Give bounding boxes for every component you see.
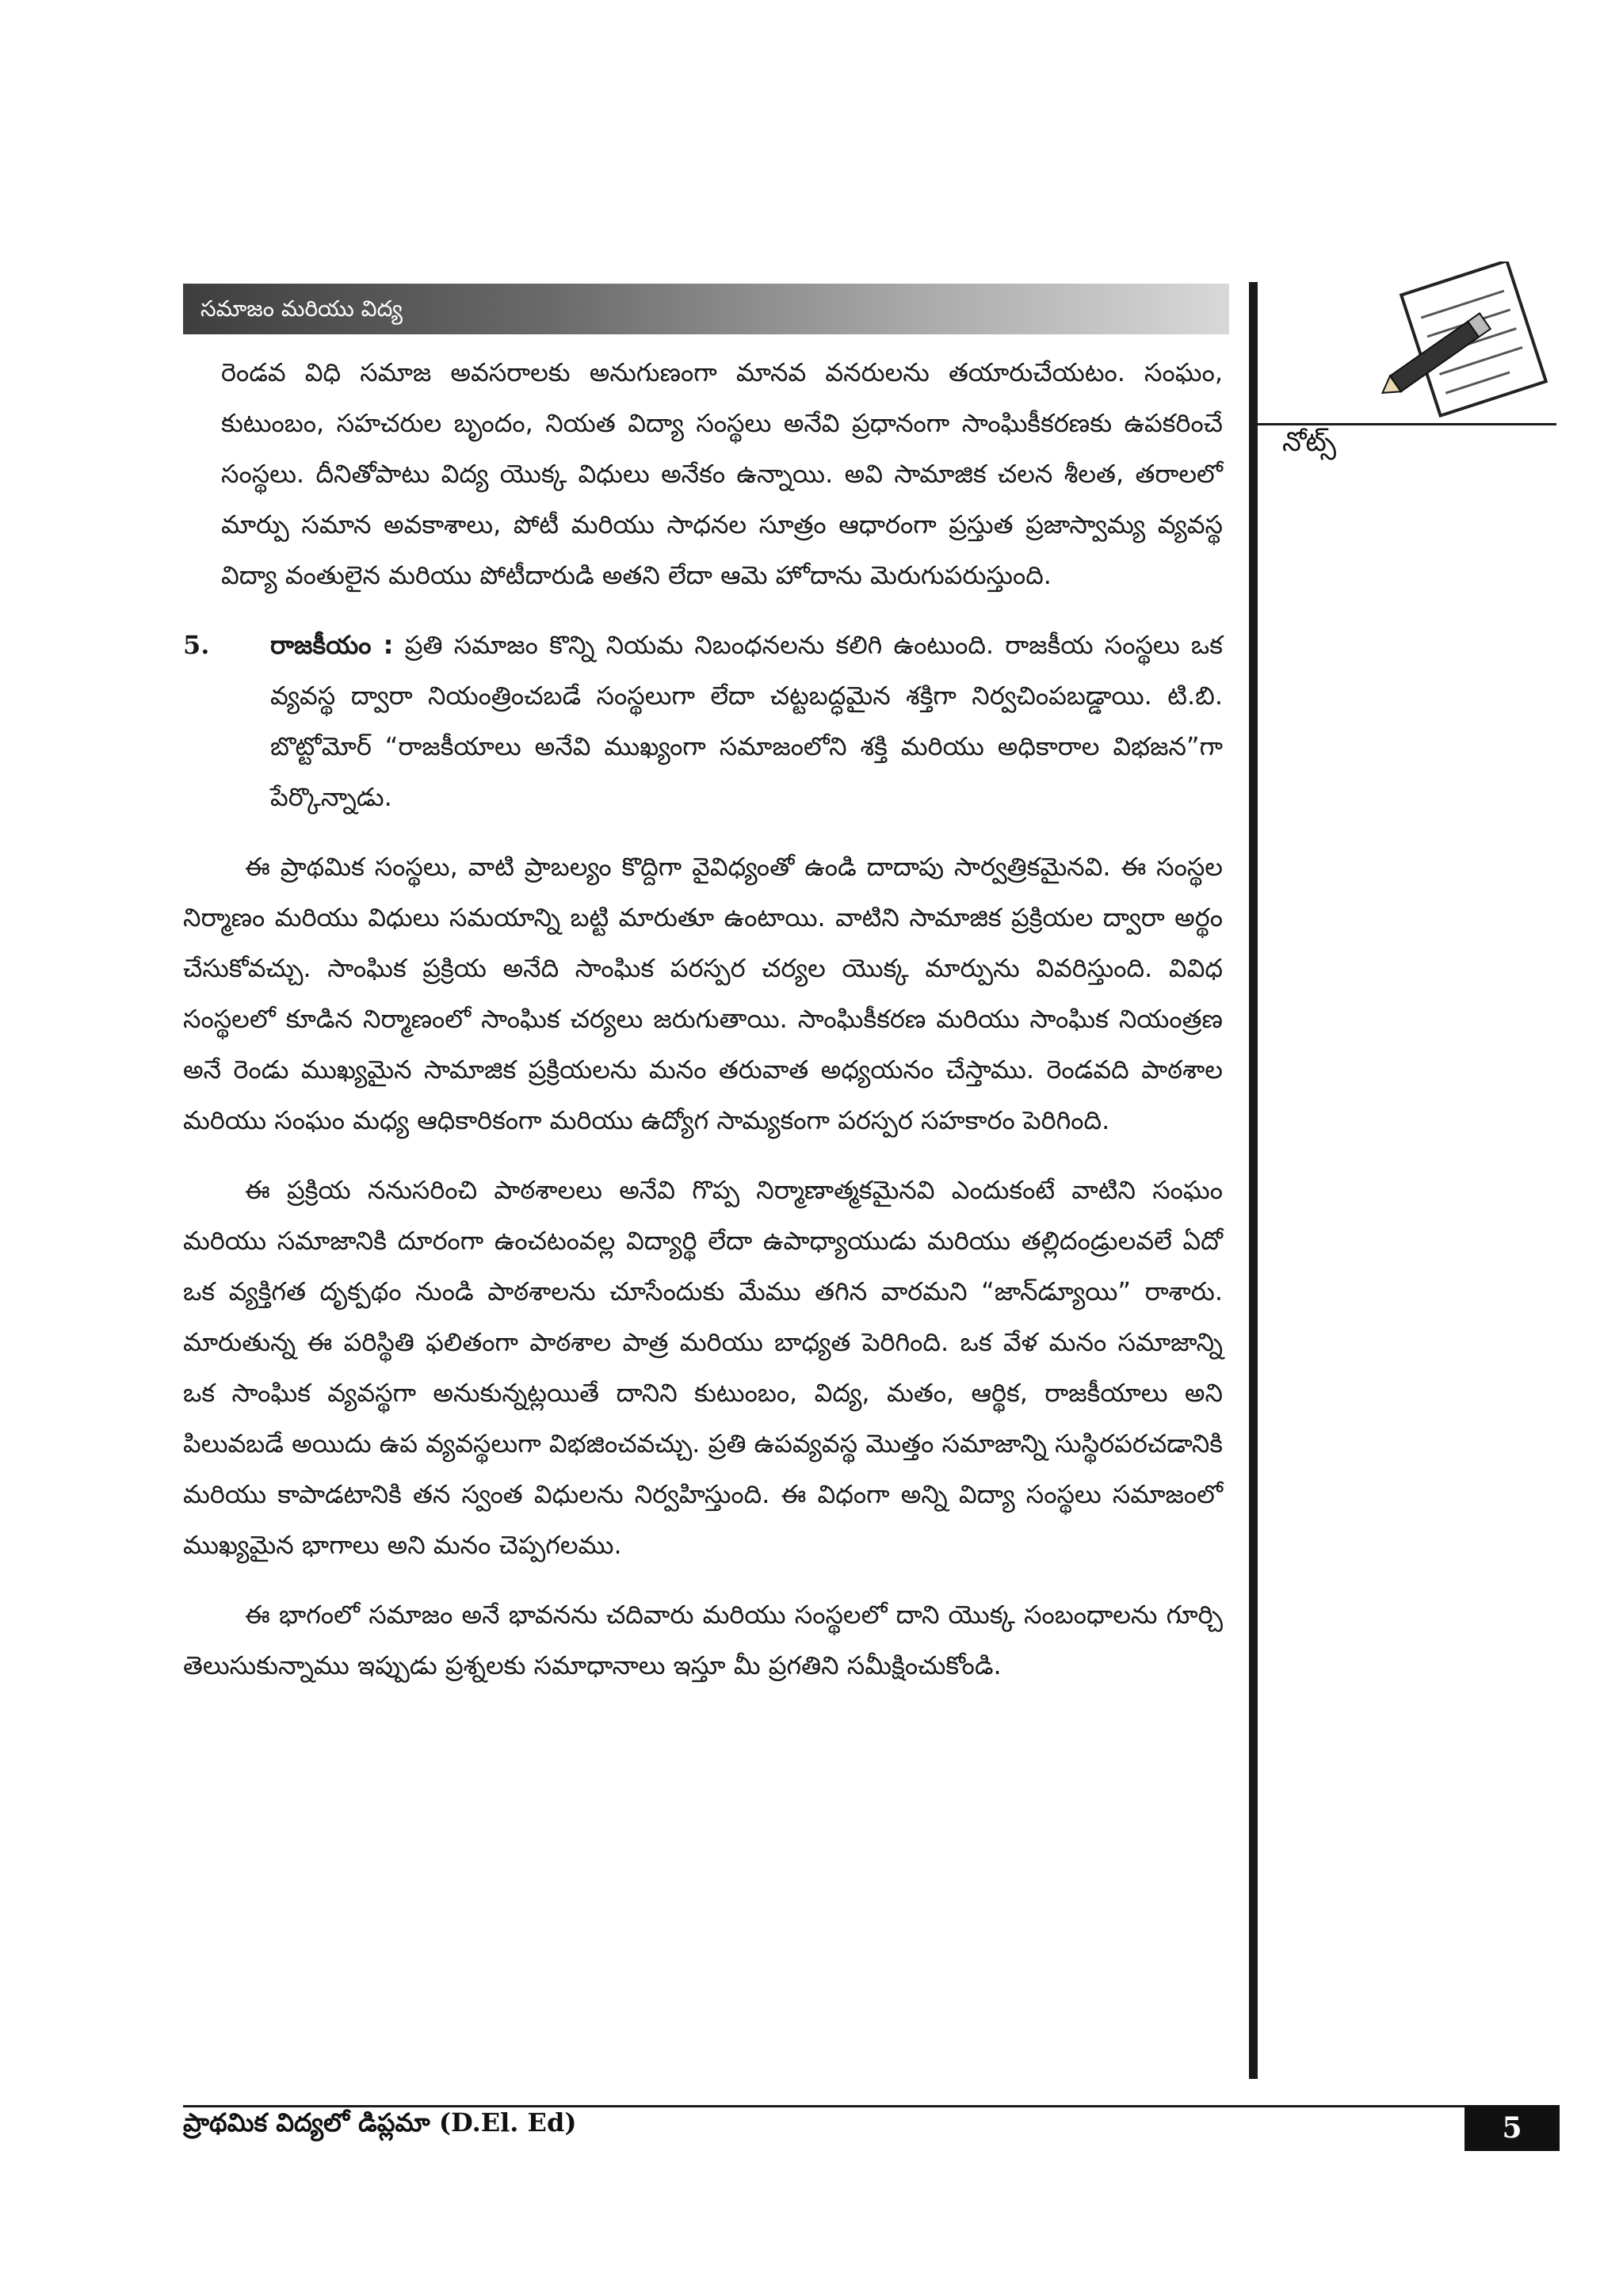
item-number: 5. — [183, 630, 210, 660]
paragraph-3: ఈ భాగంలో సమాజం అనే భావనను చదివారు మరియు సంస్థలలో దాని యొక్క సంబంధాలను గూర్చి తెలుసుకున్నాము ఇప్పుడు ప్రశ్నలకు సమాధానాలు ఇస్తూ మీ ప్రగతిని సమీక్షించుకోండి. — [183, 1600, 1223, 1680]
item-title: రాజకీయం : — [270, 630, 394, 660]
notes-rule — [1257, 423, 1556, 425]
margin-rule — [1249, 282, 1258, 2079]
chapter-title: సమాజం మరియు విద్య — [200, 296, 403, 322]
notepad-pencil-icon — [1371, 261, 1553, 420]
notes-label: నోట్స్ — [1282, 426, 1337, 458]
intro-paragraph: రెండవ విధి సమాజ అవసరాలకు అనుగుణంగా మానవ వనరులను తయారుచేయటం. సంఘం, కుటుంబం, సహచరుల బృందం, నియత విద్యా సంస్థలు అనేవి ప్రధానంగా సాంఘికీకరణకు ఉపకరించే సంస్థలు. దీనితోపాటు విద్య యొక్క విధులు అనేకం ఉన్నాయి. అవి సామాజిక చలన శీలత, తరాలలో మార్పు సమాన అవకాశాలు, పోటీ మరియు సాధనల సూత్రం ఆధారంగా ప్రస్తుత ప్రజాస్వామ్య వ్యవస్థ విద్యా వంతులైన మరియు పోటీదారుడి అతని లేదా ఆమె హోదాను మెరుగుపరుస్తుంది. — [221, 357, 1223, 590]
page-number: 5 — [1465, 2105, 1560, 2151]
paragraph-2: ఈ ప్రక్రియ ననుసరించి పాఠశాలలు అనేవి గొప్ప నిర్మాణాత్మకమైనవి ఎందుకంటే వాటిని సంఘం మరియు సమాజానికి దూరంగా ఉంచటంవల్ల విద్యార్థి లేదా ఉపాధ్యాయుడు మరియు తల్లిదండ్రులవలే ఏదో ఒక వ్యక్తిగత దృక్పథం నుండి పాఠశాలను చూసేందుకు మేము తగిన వారమని “జాన్‌డ్యూయి” రాశారు. మారుతున్న ఈ పరిస్థితి ఫలితంగా పాఠశాల పాత్ర మరియు బాధ్యత పెరిగింది. ఒక వేళ మనం సమాజాన్ని ఒక సాంఘిక వ్యవస్థగా అనుకున్నట్లయితే దానిని కుటుంబం, విద్య, మతం, ఆర్థిక, రాజకీయాలు అని పిలువబడే అయిదు ఉప వ్యవస్థలుగా విభజించవచ్చు. ప్రతి ఉపవ్యవస్థ మొత్తం సమాజాన్ని సుస్థిరపరచడానికి మరియు కాపాడటానికి తన స్వంత విధులను నిర్వహిస్తుంది. ఈ విధంగా అన్ని విద్యా సంస్థలు సమాజంలో ముఖ్యమైన భాగాలు అని మనం చెప్పగలము. — [183, 1175, 1223, 1560]
chapter-header-bar — [183, 284, 1229, 334]
numbered-item-5 — [183, 620, 1223, 822]
footer-title: ప్రాథమిక విద్యలో డిప్లమా (D.El. Ed) — [183, 2107, 577, 2138]
paragraph-1: ఈ ప్రాథమిక సంస్థలు, వాటి ప్రాబల్యం కొద్దిగా వైవిధ్యంతో ఉండి దాదాపు సార్వత్రికమైనవి. ఈ సంస్థల నిర్మాణం మరియు విధులు సమయాన్ని బట్టి మారుతూ ఉంటాయి. వాటిని సామాజిక ప్రక్రియల ద్వారా అర్థం చేసుకోవచ్చు. సాంఘిక ప్రక్రియ అనేది సాంఘిక పరస్పర చర్యల యొక్క మార్పును వివరిస్తుంది. వివిధ సంస్థలలో కూడిన నిర్మాణంలో సాంఘిక చర్యలు జరుగుతాయి. సాంఘికీకరణ మరియు సాంఘిక నియంత్రణ అనే రెండు ముఖ్యమైన సామాజిక ప్రక్రియలను మనం తరువాత అధ్యయనం చేస్తాము. రెండవది పాఠశాల మరియు సంఘం మధ్య ఆధికారికంగా మరియు ఉద్యోగ సామ్యకంగా పరస్పర సహకారం పెరిగింది. — [183, 852, 1223, 1135]
item-text: ప్రతి సమాజం కొన్ని నియమ నిబంధనలను కలిగి ఉంటుంది. రాజకీయ సంస్థలు ఒక వ్యవస్థ ద్వారా నియంత్రించబడే సంస్థలుగా లేదా చట్టబద్ధమైన శక్తిగా నిర్వచింపబడ్డాయి. టి.బి. బొట్టోమోర్ “రాజకీయాలు అనేవి ముఖ్యంగా సమాజంలోని శక్తి మరియు అధికారాల విభజన”గా పేర్కొన్నాడు. — [270, 630, 1223, 812]
main-content — [183, 347, 1223, 1691]
